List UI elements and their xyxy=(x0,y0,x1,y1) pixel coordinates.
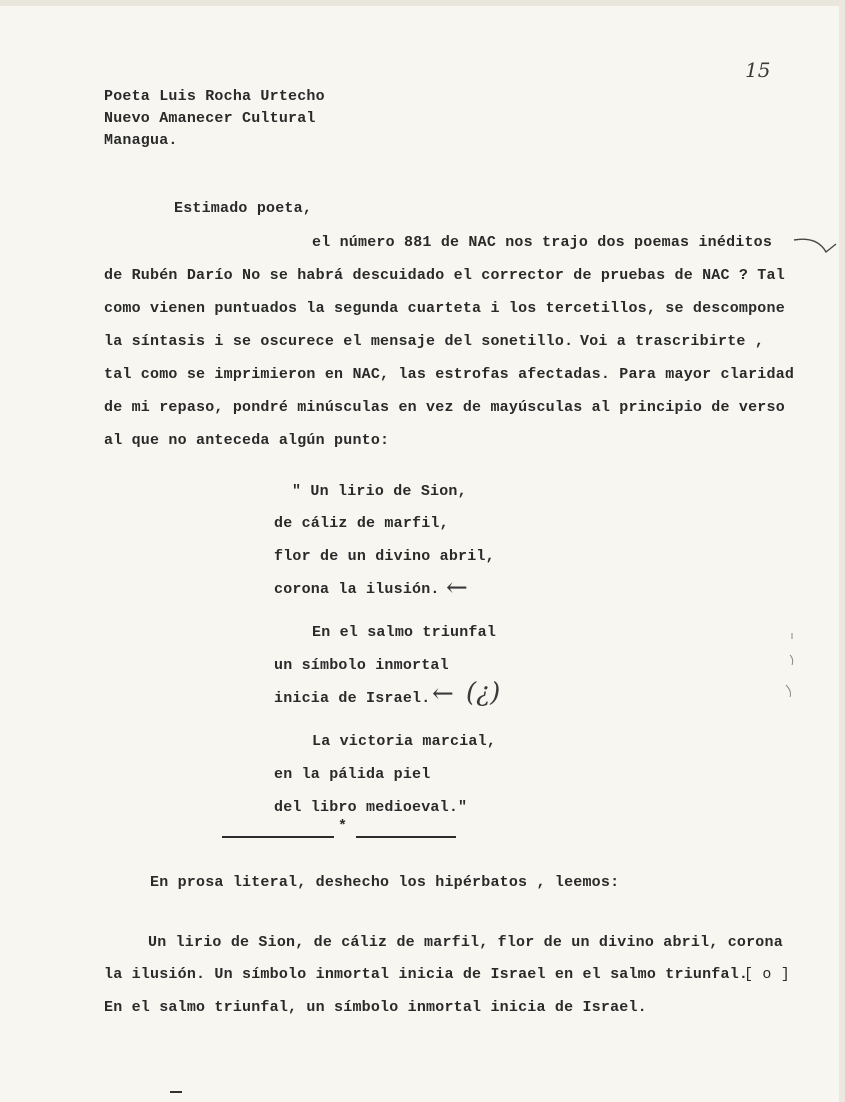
poem-verse: corona la ilusión. xyxy=(274,581,440,598)
prose-line: la ilusión. Un símbolo inmortal inicia de Israel en el salmo triunfal. xyxy=(104,966,749,983)
paragraph-line: de mi repaso, pondré minúsculas en vez de mayúsculas al principio de verso xyxy=(104,399,785,416)
margin-check-mark xyxy=(792,232,842,262)
prose-line: En el salmo triunfal, un símbolo inmortal inicia de Israel. xyxy=(104,999,647,1016)
paragraph-line: el número 881 de NAC nos trajo dos poemas inéditos xyxy=(312,234,773,251)
poem-verse: un símbolo inmortal xyxy=(274,657,449,674)
poem-verse: de cáliz de marfil, xyxy=(274,515,449,532)
margin-faint-marks xyxy=(780,625,810,705)
poem-verse: en la pálida piel xyxy=(274,766,431,783)
separator-rule-left xyxy=(222,836,334,838)
arrow-annotation: ← xyxy=(432,679,454,709)
paragraph-line: la síntasis i se oscurece el mensaje del sonetillo. xyxy=(104,333,574,350)
stray-ink-mark xyxy=(168,1088,188,1096)
address-line-3: Managua. xyxy=(104,132,178,149)
paren-question-annotation: (¿) xyxy=(466,678,501,708)
paragraph-line: de Rubén Darío No se habrá descuidado el corrector de pruebas de NAC ? Tal xyxy=(104,267,785,284)
paragraph-line: tal como se imprimieron en NAC, las estrofas afectadas. Para mayor claridad xyxy=(104,366,795,383)
poem-verse: inicia de Israel. xyxy=(274,690,431,707)
separator-rule-right xyxy=(356,836,456,838)
paragraph-line: al que no anteceda algún punto: xyxy=(104,432,390,449)
prose-intro: En prosa literal, deshecho los hipérbatos , leemos: xyxy=(150,874,620,891)
poem-verse: del libro medioeval." xyxy=(274,799,468,816)
address-line-2: Nuevo Amanecer Cultural xyxy=(104,110,316,127)
paragraph-line: como vienen puntuados la segunda cuarteta i los tercetillos, se descompone xyxy=(104,300,785,317)
poem-verse: En el salmo triunfal xyxy=(312,624,497,641)
poem-verse: flor de un divino abril, xyxy=(274,548,495,565)
page-number: 15 xyxy=(745,58,771,82)
poem-verse: La victoria marcial, xyxy=(312,733,497,750)
poem-verse: " Un lirio de Sion, xyxy=(292,483,467,500)
paragraph-line-end: Voi a trascribirte , xyxy=(580,333,765,350)
prose-line: Un lirio de Sion, de cáliz de marfil, flor de un divino abril, corona xyxy=(148,934,783,951)
salutation: Estimado poeta, xyxy=(174,200,313,217)
address-line-1: Poeta Luis Rocha Urtecho xyxy=(104,88,325,105)
separator-star: * xyxy=(338,818,348,835)
prose-bracket-or: [ o ] xyxy=(744,966,791,983)
arrow-annotation: ← xyxy=(446,573,468,603)
